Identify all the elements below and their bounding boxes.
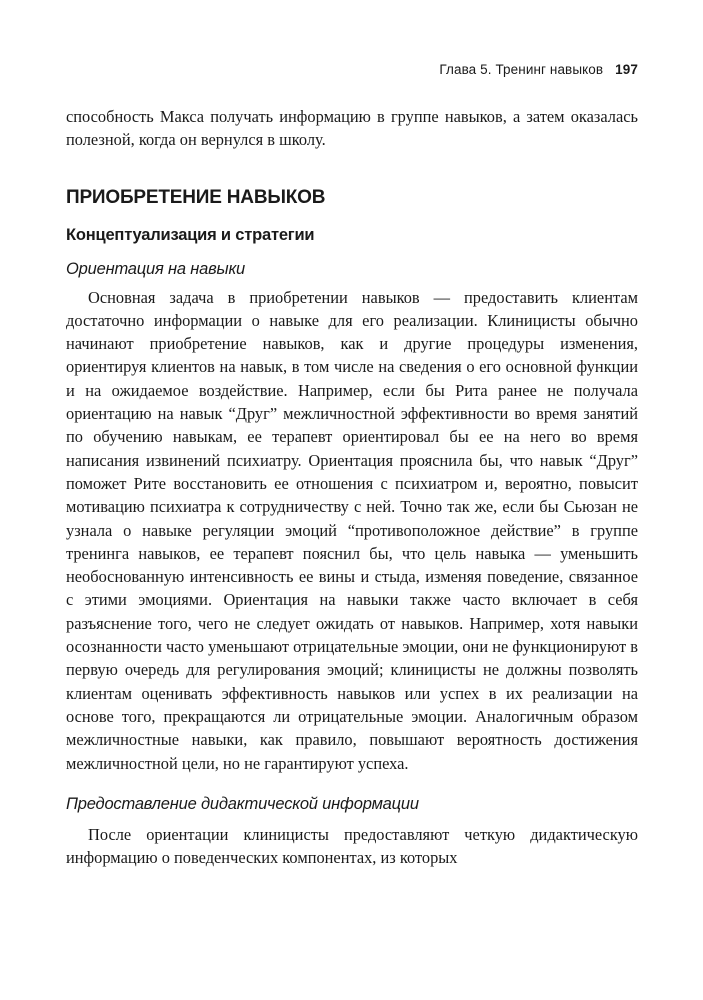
- paragraph-didactic: После ориентации клиницисты предоставляют четкую дидактическую информацию о поведенческих компонентах, из которых: [66, 824, 638, 868]
- page-number: 197: [615, 62, 638, 77]
- subheading-didactic: Предоставление дидактической информации: [66, 794, 419, 813]
- paragraph-orientation: Основная задача в приобретении навыков — предоставить клиентам достаточно информации о навыке для его реализации. Клиницисты обычно начинают приобретение навыков, как и другие процедуры изменения, ориентируя клиентов на навык, в том числе на сведения о его основной функции и на ожидаемое воздействие. Например, если бы Рита ранее не получала ориентацию на навык “Друг” межличностной эффективности во время занятий по обучению навыкам, ее терапевт ориентировал бы ее на него во время написания извинений психиатру. Ориентация прояснила бы, что навык “Друг” поможет Рите восстановить ее отношения с психиатром и, вероятно, повысит мотивацию психиатра к сотрудничеству с ней. Точно так же, если бы Сьюзан не узнала о навыке регуляции эмоций “противоположное действие” в группе тренинга навыков, ее терапевт пояснил бы, что цель навыка — уменьшить необоснованную интенсивность ее вины и стыда, изменяя поведение, связанное с этими эмоциями. Ориентация на навыки также часто включает в себя разъяснение того, чего не следует ожидать от навыков. Например, хотя навыки осознанности часто уменьшают отрицательные эмоции, они не функционируют в первую очередь для регулирования эмоций; клиницисты не должны позволять клиентам оценивать эффективность навыков или успех в их реализации на основе того, прекращаются ли отрицательные эмоции. Аналогичным образом межличностные навыки, как правило, повышают вероятность достижения межличностной цели, но не гарантируют успеха.: [66, 287, 638, 773]
- intro-paragraph: способность Макса получать информацию в группе навыков, а затем оказалась полезной, когда он вернулся в школу.: [66, 107, 638, 150]
- subsection-heading: Концептуализация и стратегии: [66, 225, 315, 244]
- subheading-orientation: Ориентация на навыки: [66, 259, 246, 278]
- chapter-title: Глава 5. Тренинг навыков: [439, 62, 604, 77]
- section-heading: ПРИОБРЕТЕНИЕ НАВЫКОВ: [66, 186, 326, 208]
- running-header: [439, 62, 638, 77]
- page-content: [66, 105, 638, 869]
